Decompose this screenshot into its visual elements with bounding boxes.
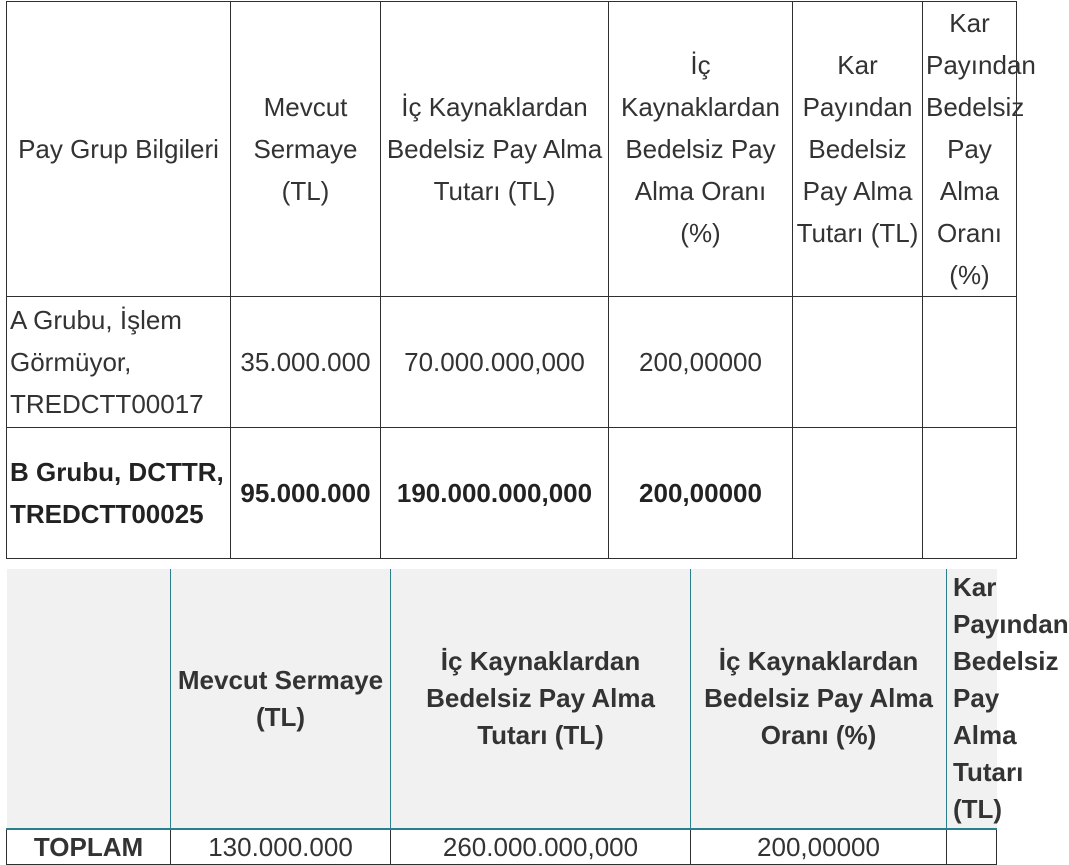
header-ic-kaynak-tutar: İç Kaynaklardan Bedelsiz Pay Alma Tutarı (TL) (381, 2, 609, 297)
group-cell: A Grubu, İşlem Görmüyor, TREDCTT00017 (7, 297, 231, 428)
table-row (7, 297, 1017, 428)
total-header-row (7, 569, 997, 829)
total-table (6, 569, 1069, 865)
internal-amount-cell: 70.000.000,000 (381, 297, 609, 428)
dividend-amount-cell (793, 297, 923, 428)
internal-rate-cell: 200,00000 (609, 428, 793, 559)
header-mevcut-sermaye: Mevcut Sermaye (TL) (171, 569, 391, 829)
header-kar-payi-tutar: Kar Payından Bedelsiz Pay Alma Tutarı (TL) (793, 2, 923, 297)
dividend-rate-cell (923, 297, 1017, 428)
table-row (7, 428, 1017, 559)
capital-cell: 35.000.000 (231, 297, 381, 428)
total-label: TOPLAM (7, 829, 171, 865)
header-empty (7, 569, 171, 829)
internal-rate-cell: 200,00000 (609, 297, 793, 428)
header-ic-kaynak-oran: İç Kaynaklardan Bedelsiz Pay Alma Oranı (%) (609, 2, 793, 297)
header-kar-payi-oran: Kar Payından Bedelsiz Pay Alma Oranı (%) (923, 2, 1017, 297)
header-mevcut-sermaye: Mevcut Sermaye (TL) (231, 2, 381, 297)
internal-amount-cell: 190.000.000,000 (381, 428, 609, 559)
capital-cell: 95.000.000 (231, 428, 381, 559)
share-group-table (6, 1, 1036, 559)
total-capital: 130.000.000 (171, 829, 391, 865)
total-dividend-amount (947, 829, 997, 865)
dividend-amount-cell (793, 428, 923, 559)
header-pay-grup: Pay Grup Bilgileri (7, 2, 231, 297)
header-ic-kaynak-oran: İç Kaynaklardan Bedelsiz Pay Alma Oranı (%) (691, 569, 947, 829)
dividend-rate-cell (923, 428, 1017, 559)
total-row (7, 829, 997, 865)
group-cell: B Grubu, DCTTR, TREDCTT00025 (7, 428, 231, 559)
header-ic-kaynak-tutar: İç Kaynaklardan Bedelsiz Pay Alma Tutarı (TL) (391, 569, 691, 829)
total-internal-amount: 260.000.000,000 (391, 829, 691, 865)
total-internal-rate: 200,00000 (691, 829, 947, 865)
header-kar-payi-tutar: Kar Payından Bedelsiz Pay Alma Tutarı (TL) (947, 569, 997, 829)
table-header-row (7, 2, 1017, 297)
